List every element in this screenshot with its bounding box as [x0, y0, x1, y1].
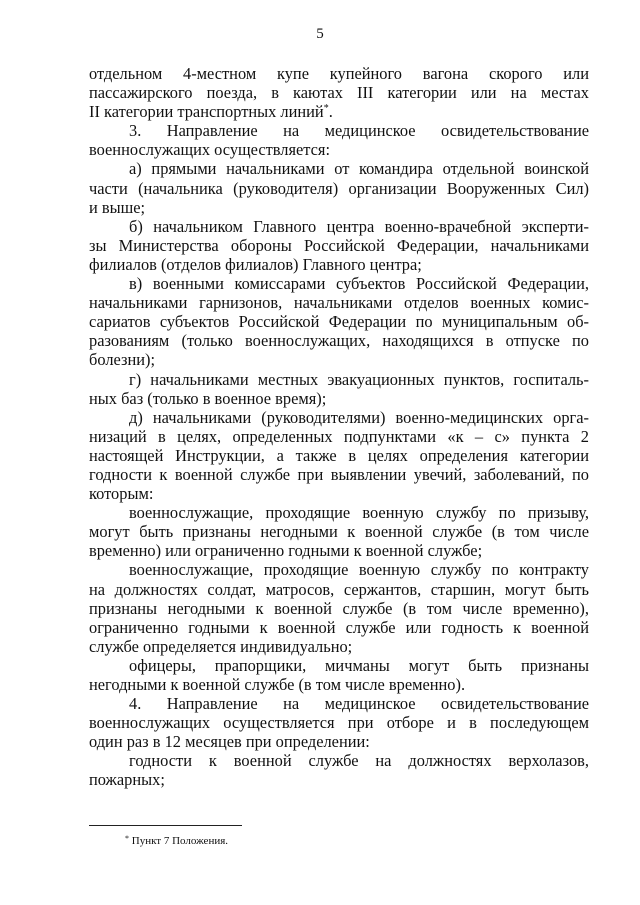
text-line-content: могут быть признаны негодными к военной службе (в том числе	[89, 522, 589, 542]
text-line	[89, 770, 589, 789]
footnote-text: Пункт 7 Положения.	[129, 835, 229, 847]
text-line-content: на должностях солдат, матросов, сержантов, старшин, могут быть	[89, 579, 589, 599]
text-line	[89, 751, 589, 770]
text-line-content: разованиям (только военнослужащих, находящихся в отпуске по	[89, 331, 589, 351]
text-line-content: годности к военной службе при выявлении увечий, заболеваний, по	[89, 464, 589, 484]
text-line-content: негодными к военной службе (в том числе временно).	[89, 675, 466, 694]
text-line-content: пассажирского поезда, в каютах III категории или на местах	[89, 83, 589, 103]
text-line-content: ограниченно годными к военной службе или годность к военной	[89, 617, 589, 637]
footnote-marker: *	[125, 834, 129, 843]
footnote-reference: *	[323, 103, 329, 115]
text-line	[89, 102, 589, 121]
text-line	[89, 503, 589, 522]
text-line-content: временно) или ограниченно годными к военной службе;	[89, 541, 483, 561]
footnote	[125, 834, 228, 848]
text-line	[89, 331, 589, 350]
text-line	[89, 656, 589, 675]
text-line	[89, 541, 589, 560]
text-line-content: ных баз (только в военное время);	[89, 388, 327, 408]
page-number: 5	[316, 26, 324, 42]
text-line-content: зы Министерства обороны Российской Федерации, начальниками	[89, 235, 589, 255]
text-line	[89, 140, 589, 159]
text-line	[89, 599, 589, 618]
text-line-content: один раз в 12 месяцев при определении:	[89, 732, 370, 752]
text-line-content: филиалов (отделов филиалов) Главного центра;	[89, 254, 422, 274]
text-line-content: отдельном 4-местном купе купейного вагона скорого или	[89, 64, 589, 83]
text-line	[89, 446, 589, 465]
text-line-content: части (начальника (руководителя) организации Вооруженных Сил)	[89, 178, 589, 198]
text-line-content: а) прямыми начальниками от командира отдельной воинской	[129, 159, 589, 179]
footnote-divider	[89, 825, 242, 826]
text-line	[89, 713, 589, 732]
text-line	[89, 274, 589, 293]
text-line-content: д) начальниками (руководителями) военно-медицинских орга-	[129, 407, 589, 427]
text-line-content: военнослужащие, проходящие военную службу по контракту	[129, 560, 589, 580]
text-line-content: годности к военной службе на должностях верхолазов,	[129, 751, 589, 771]
text-line	[89, 159, 589, 178]
text-line	[89, 522, 589, 541]
text-line-content: низаций в целях, определенных подпунктами «к – с» пункта 2	[89, 426, 589, 446]
text-line-content: 3. Направление на медицинское освидетельствование	[129, 121, 589, 141]
text-line-content: которым:	[89, 484, 154, 504]
text-line	[89, 370, 589, 389]
text-line-content: II категории транспортных линий	[89, 102, 324, 122]
text-line-content: и выше;	[89, 197, 146, 217]
text-line-content: настоящей Инструкции, а также в целях определения категории	[89, 445, 589, 465]
text-line	[89, 560, 589, 579]
text-line	[89, 484, 589, 503]
text-line	[89, 465, 589, 484]
text-line	[89, 83, 589, 102]
text-line	[89, 580, 589, 599]
text-line	[89, 427, 589, 446]
text-line	[89, 408, 589, 427]
text-line-content: военнослужащие, проходящие военную службу по призыву,	[129, 503, 589, 523]
text-line	[89, 389, 589, 408]
text-line	[89, 732, 589, 751]
text-line	[89, 618, 589, 637]
text-line-content: болезни);	[89, 350, 156, 370]
text-line-content: военнослужащих осуществляется:	[89, 140, 331, 160]
text-line-content: в) военными комиссарами субъектов Российской Федерации,	[129, 274, 589, 294]
text-line	[89, 64, 589, 83]
text-line	[89, 236, 589, 255]
text-line	[89, 312, 589, 331]
text-line	[89, 217, 589, 236]
text-line-content: г) начальниками местных эвакуационных пунктов, госпиталь-	[129, 369, 589, 389]
text-line	[89, 637, 589, 656]
text-line-content: 4. Направление на медицинское освидетельствование	[129, 694, 589, 714]
text-line-content: сариатов субъектов Российской Федерации по муниципальным об-	[89, 312, 589, 332]
text-line	[89, 293, 589, 312]
text-line	[89, 675, 589, 694]
body-text	[89, 64, 589, 790]
text-line	[89, 179, 589, 198]
text-line-content: военнослужащих осуществляется при отборе и в последующем	[89, 713, 589, 733]
text-line-content: офицеры, прапорщики, мичманы могут быть признаны	[129, 655, 589, 675]
text-line	[89, 694, 589, 713]
text-line-tail: .	[328, 102, 333, 122]
text-line	[89, 255, 589, 274]
text-line	[89, 121, 589, 140]
text-line	[89, 198, 589, 217]
text-line-content: службе определяется индивидуально;	[89, 636, 353, 656]
text-line-content: пожарных;	[89, 770, 165, 790]
text-line	[89, 350, 589, 369]
text-line-content: начальниками гарнизонов, начальниками отделов военных комис-	[89, 293, 589, 313]
text-line-content: признаны негодными к военной службе (в том числе временно),	[89, 598, 589, 618]
text-line-content: б) начальником Главного центра военно-врачебной эксперти-	[129, 216, 589, 236]
